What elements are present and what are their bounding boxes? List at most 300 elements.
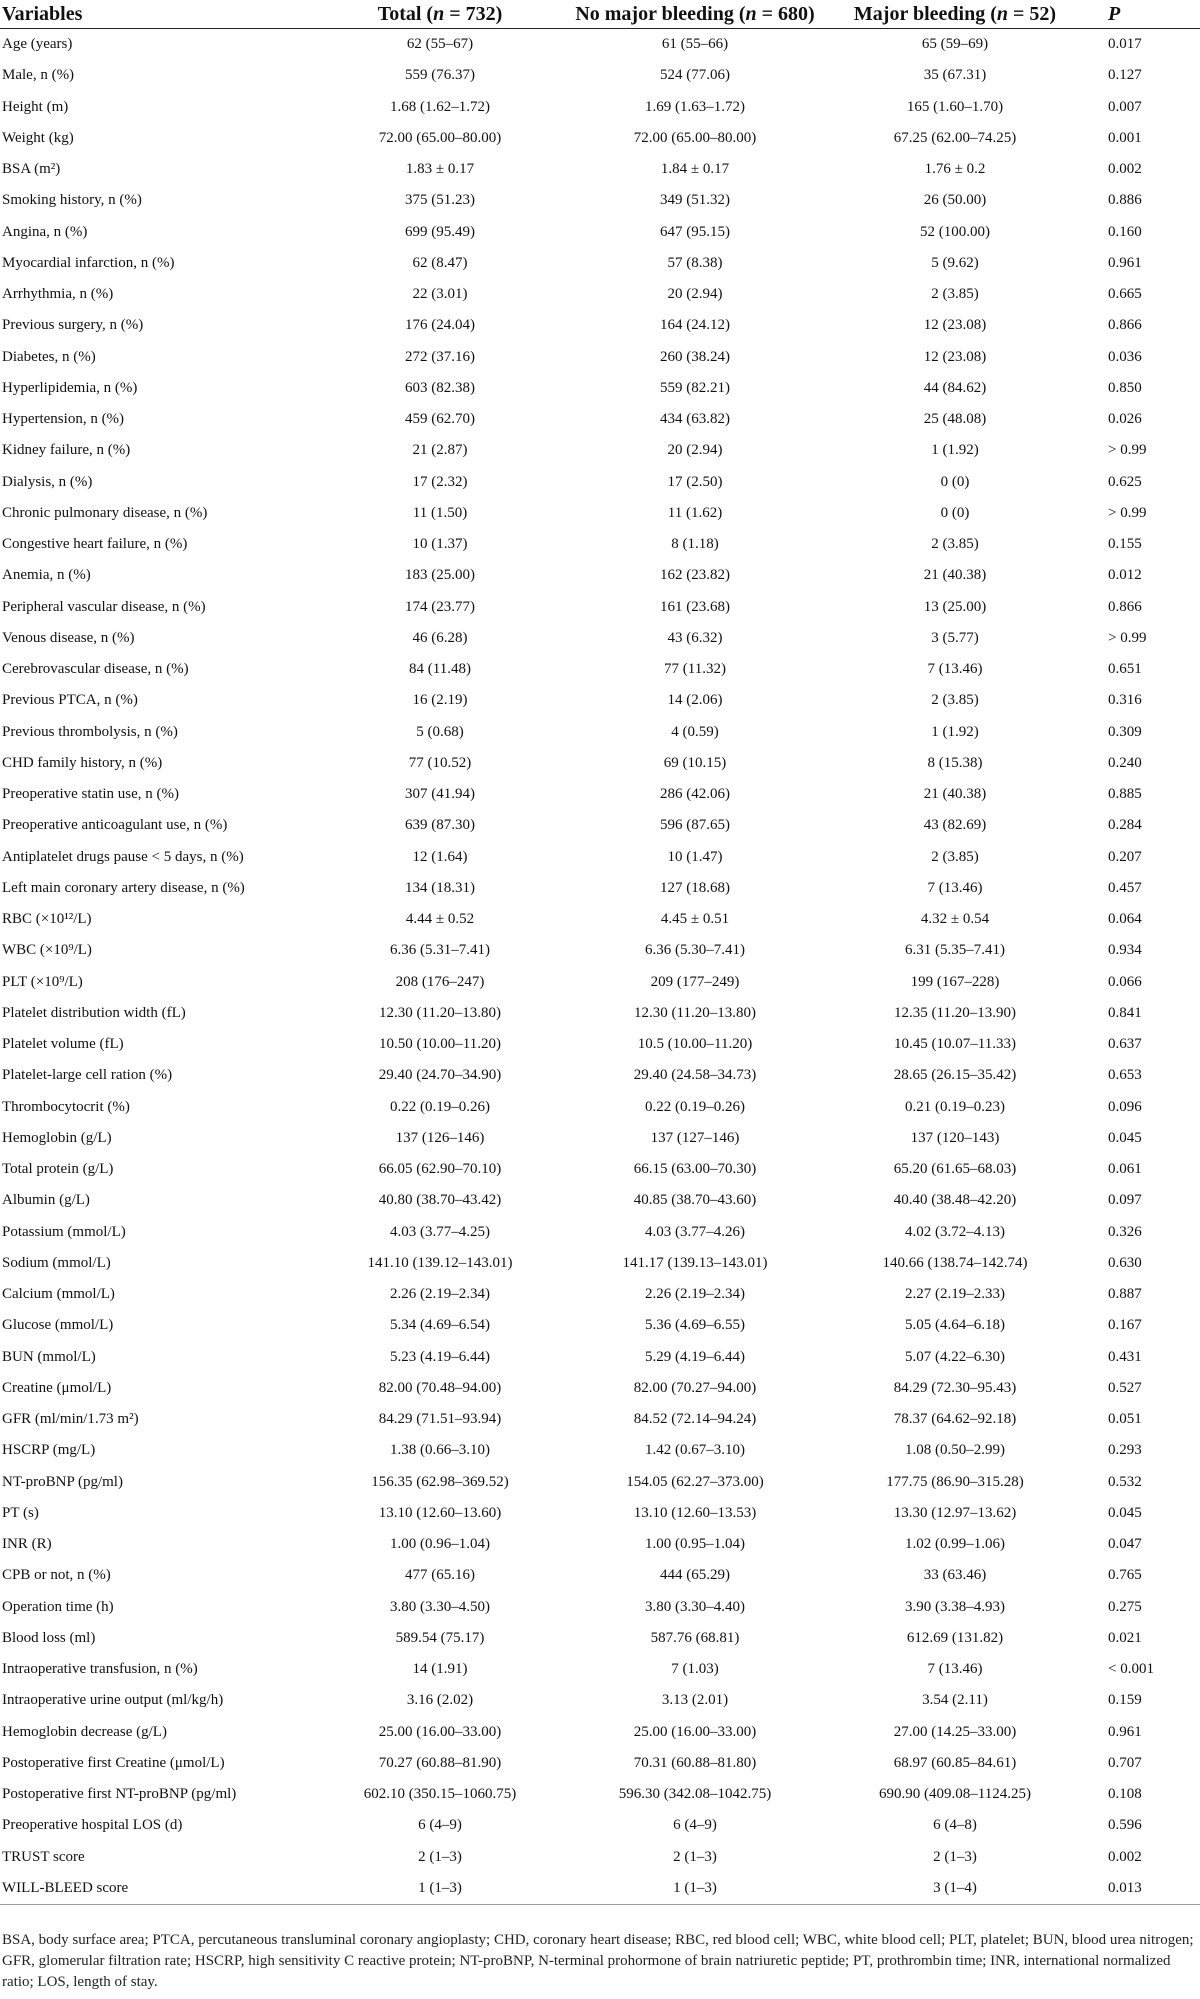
total-cell: 176 (24.04): [405, 317, 475, 334]
variable-cell: Thrombocytocrit (%): [2, 1098, 130, 1115]
header-total-suffix: = 732): [444, 2, 503, 25]
table-row: [0, 1373, 1200, 1404]
no-major-bleeding-cell: 137 (127–146): [650, 1129, 740, 1146]
major-bleeding-cell: 13.30 (12.97–13.62): [893, 1504, 1017, 1521]
table-row: [0, 623, 1200, 654]
header-total: [320, 0, 560, 29]
major-bleeding-cell: 65.20 (61.65–68.03): [893, 1161, 1017, 1178]
major-bleeding-cell: 4.02 (3.72–4.13): [905, 1223, 1005, 1240]
major-bleeding-cell: 12.35 (11.20–13.90): [894, 1004, 1016, 1021]
p-value-cell: 0.013: [1080, 1873, 1200, 1905]
p-value-cell: 0.850: [1108, 379, 1142, 396]
table-row: [0, 935, 1200, 966]
table-row: [0, 467, 1200, 498]
variable-cell: Peripheral vascular disease, n (%): [2, 598, 206, 615]
variable-cell: Postoperative first NT-proBNP (pg/ml): [2, 1786, 237, 1803]
no-major-bleeding-cell: 1.84 ± 0.17: [660, 161, 730, 178]
total-cell: 3.80 (3.30–4.50): [390, 1598, 490, 1615]
table-row: [0, 1779, 1200, 1810]
major-bleeding-cell: 3.90 (3.38–4.93): [905, 1598, 1005, 1615]
major-bleeding-cell: 84.29 (72.30–95.43): [893, 1379, 1017, 1396]
variable-cell: Potassium (mmol/L): [2, 1223, 126, 1240]
total-cell: 1.68 (1.62–1.72): [390, 98, 490, 115]
major-bleeding-cell: 690.90 (409.08–1124.25): [879, 1786, 1031, 1803]
table-row: [0, 1060, 1200, 1091]
variable-cell: TRUST score: [2, 1848, 85, 1865]
total-cell: 17 (2.32): [412, 473, 468, 490]
variable-cell: Intraoperative urine output (ml/kg/h): [2, 1692, 224, 1709]
no-major-bleeding-cell: 4.45 ± 0.51: [660, 911, 730, 928]
total-cell: 603 (82.38): [405, 379, 475, 396]
table-row: [0, 560, 1200, 591]
no-major-bleeding-cell: 69 (10.15): [663, 754, 727, 771]
no-major-bleeding-cell: 3.13 (2.01): [661, 1692, 729, 1709]
no-major-bleeding-cell: 647 (95.15): [660, 223, 730, 240]
variable-cell: Sodium (mmol/L): [2, 1254, 111, 1271]
table-row: [0, 1404, 1200, 1435]
variable-cell: Male, n (%): [2, 67, 75, 84]
total-cell: 12 (1.64): [412, 848, 468, 865]
major-bleeding-cell: 21 (40.38): [923, 567, 987, 584]
table-row: [0, 154, 1200, 185]
total-cell: 62 (8.47): [412, 254, 468, 271]
table-header: [0, 0, 1200, 29]
variable-cell: Left main coronary artery disease, n (%): [2, 879, 245, 896]
no-major-bleeding-cell: 66.15 (63.00–70.30): [633, 1161, 757, 1178]
table-row: [0, 1717, 1200, 1748]
table-row: [0, 779, 1200, 810]
no-major-bleeding-cell: 20 (2.94): [667, 286, 723, 303]
total-cell: 272 (37.16): [405, 348, 475, 365]
p-value-cell: 0.061: [1108, 1161, 1142, 1178]
p-value-cell: 0.159: [1108, 1692, 1142, 1709]
no-major-bleeding-cell: 43 (6.32): [667, 629, 723, 646]
major-bleeding-cell: 65 (59–69): [921, 36, 989, 53]
variable-cell: WBC (×10⁹/L): [2, 942, 92, 959]
no-major-bleeding-cell: 82.00 (70.27–94.00): [633, 1379, 757, 1396]
major-bleeding-cell: 4.32 ± 0.54: [920, 911, 990, 928]
variable-cell: Preoperative anticoagulant use, n (%): [2, 817, 228, 834]
major-bleeding-cell: 35 (67.31): [923, 67, 987, 84]
p-value-cell: 0.021: [1108, 1629, 1142, 1646]
major-bleeding-cell: 177.75 (86.90–315.28): [886, 1473, 1024, 1490]
total-cell: 10.50 (10.00–11.20): [379, 1036, 501, 1053]
p-value-cell: 0.532: [1108, 1473, 1142, 1490]
p-value-cell: 0.293: [1108, 1442, 1142, 1459]
no-major-bleeding-cell: 40.85 (38.70–43.60): [633, 1192, 757, 1209]
no-major-bleeding-cell: 14 (2.06): [667, 692, 723, 709]
p-value-cell: 0.155: [1108, 536, 1142, 553]
table-row: [0, 373, 1200, 404]
major-bleeding-cell: 1.76 ± 0.2: [924, 161, 986, 178]
no-major-bleeding-cell: 164 (24.12): [660, 317, 730, 334]
variable-cell: Hemoglobin decrease (g/L): [2, 1723, 167, 1740]
header-major-n: n: [996, 2, 1008, 25]
major-bleeding-cell: 5.07 (4.22–6.30): [905, 1348, 1005, 1365]
variable-cell: BUN (mmol/L): [2, 1348, 96, 1365]
header-total-prefix: Total (: [377, 2, 434, 25]
p-value-cell: 0.309: [1108, 723, 1142, 740]
no-major-bleeding-cell: 2 (1–3): [673, 1848, 717, 1865]
header-row: [0, 0, 1200, 29]
variable-cell: Previous thrombolysis, n (%): [2, 723, 178, 740]
no-major-bleeding-cell: 1.00 (0.95–1.04): [645, 1536, 745, 1553]
table-row: [0, 92, 1200, 123]
p-value-cell: 0.012: [1108, 567, 1142, 584]
no-major-bleeding-cell: 8 (1.18): [671, 536, 719, 553]
major-bleeding-cell: 2 (1–3): [933, 1848, 977, 1865]
total-cell: 6 (4–9): [418, 1817, 462, 1834]
total-cell: 1.00 (0.96–1.04): [390, 1536, 490, 1553]
table-footnote: BSA, body surface area; PTCA, percutaneous transluminal coronary angioplasty; CHD, coronary heart disease; RBC, red blood cell; WBC, white blood cell; PLT, platelet; BUN, blood urea nitrogen; GFR, glomerular filtration rate; HSCRP, high sensitivity C reactive protein; NT-proBNP, N-terminal prohormone of brain natriuretic peptide; PT, prothrombin time; INR, international normalized ratio; LOS, length of stay.: [2, 1932, 1194, 1990]
no-major-bleeding-cell: 10.5 (10.00–11.20): [637, 1036, 753, 1053]
table-row: [0, 60, 1200, 91]
p-value-cell: < 0.001: [1108, 1661, 1154, 1678]
table-row: [0, 1498, 1200, 1529]
total-cell: 2.26 (2.19–2.34): [390, 1286, 490, 1303]
major-bleeding-cell: 7 (13.46): [927, 1661, 983, 1678]
variable-cell: Operation time (h): [2, 1598, 114, 1615]
p-value-cell: 0.934: [1108, 942, 1142, 959]
variable-cell: BSA (m²): [2, 161, 61, 178]
total-cell: 46 (6.28): [412, 629, 468, 646]
major-bleeding-cell: 21 (40.38): [923, 786, 987, 803]
table-row: [0, 1310, 1200, 1341]
p-value-cell: 0.017: [1108, 36, 1142, 53]
table-row: [0, 1123, 1200, 1154]
p-value-cell: 0.886: [1108, 192, 1142, 209]
p-value-cell: 0.527: [1108, 1379, 1142, 1396]
p-value-cell: 0.596: [1108, 1817, 1142, 1834]
header-major-bleeding: [830, 0, 1080, 29]
table-row: [0, 1435, 1200, 1466]
no-major-bleeding-cell: 72.00 (65.00–80.00): [633, 129, 757, 146]
p-value-cell: > 0.99: [1108, 629, 1147, 646]
no-major-bleeding-cell: 77 (11.32): [664, 661, 726, 678]
p-value-cell: 0.457: [1108, 879, 1142, 896]
p-value-cell: 0.097: [1108, 1192, 1142, 1209]
header-p-value: P: [1080, 0, 1200, 29]
table-row: [0, 498, 1200, 529]
total-cell: 70.27 (60.88–81.90): [378, 1754, 502, 1771]
table-row: [0, 904, 1200, 935]
total-cell: 589.54 (75.17): [395, 1629, 485, 1646]
no-major-bleeding-cell: 10 (1.47): [667, 848, 723, 865]
table-row: [0, 1467, 1200, 1498]
no-major-bleeding-cell: 162 (23.82): [660, 567, 730, 584]
total-cell: 6.36 (5.31–7.41): [390, 942, 490, 959]
major-bleeding-cell: 2 (3.85): [931, 848, 979, 865]
variable-cell: Antiplatelet drugs pause < 5 days, n (%): [2, 848, 244, 865]
major-bleeding-cell: 6 (4–8): [933, 1817, 977, 1834]
p-value-cell: 0.326: [1108, 1223, 1142, 1240]
major-bleeding-cell: 44 (84.62): [923, 379, 987, 396]
variable-cell: Preoperative hospital LOS (d): [2, 1817, 183, 1834]
no-major-bleeding-cell: 5.29 (4.19–6.44): [645, 1348, 745, 1365]
table-row: [0, 1279, 1200, 1310]
variable-cell: Blood loss (ml): [2, 1629, 96, 1646]
variable-cell: Congestive heart failure, n (%): [2, 536, 188, 553]
no-major-bleeding-cell: 0.22 (0.19–0.26): [645, 1098, 745, 1115]
table-row: [0, 1623, 1200, 1654]
table-body: [0, 29, 1200, 1905]
no-major-bleeding-cell: 559 (82.21): [660, 379, 730, 396]
table-row: [0, 685, 1200, 716]
major-bleeding-cell: 165 (1.60–1.70): [906, 98, 1004, 115]
table-row: [0, 1560, 1200, 1591]
major-bleeding-cell: 1.08 (0.50–2.99): [905, 1442, 1005, 1459]
p-value-cell: 0.045: [1108, 1504, 1142, 1521]
no-major-bleeding-cell: 154.05 (62.27–373.00): [626, 1473, 764, 1490]
variable-cell: RBC (×10¹²/L): [2, 911, 92, 928]
total-cell: 22 (3.01): [412, 286, 468, 303]
total-cell: 14 (1.91): [412, 1661, 468, 1678]
table-row: [0, 1248, 1200, 1279]
p-value-cell: 0.160: [1108, 223, 1142, 240]
no-major-bleeding-cell: 524 (77.06): [660, 67, 730, 84]
table-row: [0, 123, 1200, 154]
table-row: [0, 1217, 1200, 1248]
variable-cell: Total protein (g/L): [2, 1161, 114, 1178]
total-cell: 183 (25.00): [405, 567, 475, 584]
no-major-bleeding-cell: 25.00 (16.00–33.00): [633, 1723, 757, 1740]
total-cell: 156.35 (62.98–369.52): [371, 1473, 509, 1490]
total-cell: 699 (95.49): [405, 223, 475, 240]
table-row: [0, 1092, 1200, 1123]
total-cell: 10 (1.37): [412, 536, 468, 553]
no-major-bleeding-cell: 141.17 (139.13–143.01): [622, 1254, 768, 1271]
no-major-bleeding-cell: 6 (4–9): [673, 1817, 717, 1834]
header-total-n: n: [433, 2, 445, 25]
p-value-cell: 0.866: [1108, 598, 1142, 615]
variable-cell: Preoperative statin use, n (%): [2, 786, 180, 803]
p-value-cell: 0.651: [1108, 661, 1142, 678]
major-bleeding-cell: 28.65 (26.15–35.42): [893, 1067, 1017, 1084]
no-major-bleeding-cell: 434 (63.82): [660, 411, 730, 428]
total-cell: 208 (176–247): [395, 973, 485, 990]
p-value-cell: 0.167: [1108, 1317, 1142, 1334]
major-bleeding-cell: 12 (23.08): [923, 348, 987, 365]
variable-cell: Platelet volume (fL): [2, 1036, 124, 1053]
total-cell: 602.10 (350.15–1060.75): [363, 1786, 517, 1803]
total-cell: 40.80 (38.70–43.42): [378, 1192, 502, 1209]
p-value-cell: 0.066: [1108, 973, 1142, 990]
table-row: [0, 654, 1200, 685]
total-cell: 84 (11.48): [409, 661, 471, 678]
header-variables: Variables: [0, 0, 320, 29]
major-bleeding-cell: 140.66 (138.74–142.74): [882, 1254, 1028, 1271]
p-value-cell: 0.002: [1108, 161, 1142, 178]
total-cell: 82.00 (70.48–94.00): [378, 1379, 502, 1396]
table-row: [0, 1592, 1200, 1623]
major-bleeding-cell: 3 (1–4): [830, 1873, 1080, 1905]
total-cell: 77 (10.52): [408, 754, 472, 771]
p-value-cell: 0.051: [1108, 1411, 1142, 1428]
p-value-cell: > 0.99: [1108, 442, 1147, 459]
total-cell: 174 (23.77): [405, 598, 475, 615]
header-nomajor-n: n: [745, 2, 757, 25]
table-row: [0, 1529, 1200, 1560]
major-bleeding-cell: 8 (15.38): [927, 754, 983, 771]
p-value-cell: 0.045: [1108, 1129, 1142, 1146]
p-value-cell: 0.316: [1108, 692, 1142, 709]
total-cell: 0.22 (0.19–0.26): [390, 1098, 490, 1115]
no-major-bleeding-cell: 4.03 (3.77–4.26): [645, 1223, 745, 1240]
total-cell: 2 (1–3): [418, 1848, 462, 1865]
no-major-bleeding-cell: 209 (177–249): [650, 973, 740, 990]
table-row: [0, 842, 1200, 873]
table-row: [0, 998, 1200, 1029]
no-major-bleeding-cell: 587.76 (68.81): [650, 1629, 740, 1646]
major-bleeding-cell: 3.54 (2.11): [922, 1692, 988, 1709]
major-bleeding-cell: 3 (5.77): [931, 629, 979, 646]
variable-cell: Glucose (mmol/L): [2, 1317, 114, 1334]
major-bleeding-cell: 0.21 (0.19–0.23): [905, 1098, 1005, 1115]
no-major-bleeding-cell: 3.80 (3.30–4.40): [645, 1598, 745, 1615]
table-row: [0, 1685, 1200, 1716]
total-cell: 141.10 (139.12–143.01): [367, 1254, 513, 1271]
total-cell: 11 (1.50): [412, 504, 468, 521]
total-cell: 477 (65.16): [405, 1567, 475, 1584]
table-row: [0, 310, 1200, 341]
variable-cell: Albumin (g/L): [2, 1192, 90, 1209]
major-bleeding-cell: 43 (82.69): [923, 817, 987, 834]
total-cell: 12.30 (11.20–13.80): [379, 1004, 501, 1021]
table-row: [0, 1654, 1200, 1685]
p-value-cell: 0.707: [1108, 1754, 1142, 1771]
variable-cell: Anemia, n (%): [2, 567, 91, 584]
total-cell: 134 (18.31): [405, 879, 475, 896]
no-major-bleeding-cell: 5.36 (4.69–6.55): [645, 1317, 745, 1334]
total-cell: 5 (0.68): [416, 723, 464, 740]
variable-cell: Angina, n (%): [2, 223, 88, 240]
no-major-bleeding-cell: 2.26 (2.19–2.34): [645, 1286, 745, 1303]
table-row: [0, 1873, 1200, 1905]
major-bleeding-cell: 13 (25.00): [923, 598, 987, 615]
p-value-cell: 0.026: [1108, 411, 1142, 428]
table-row: [0, 1029, 1200, 1060]
variable-cell: PLT (×10⁹/L): [2, 973, 83, 990]
total-cell: 13.10 (12.60–13.60): [378, 1504, 502, 1521]
p-value-cell: 0.885: [1108, 786, 1142, 803]
total-cell: 66.05 (62.90–70.10): [378, 1161, 502, 1178]
table-row: [0, 1842, 1200, 1873]
no-major-bleeding-cell: 20 (2.94): [667, 442, 723, 459]
table-row: [0, 1810, 1200, 1841]
total-cell: 1.83 ± 0.17: [405, 161, 475, 178]
variable-cell: Height (m): [2, 98, 69, 115]
total-cell: 137 (126–146): [395, 1129, 485, 1146]
header-major-suffix: = 52): [1008, 2, 1057, 25]
table-row: [0, 29, 1200, 61]
total-cell: 1 (1–3): [320, 1873, 560, 1905]
variable-cell: Hyperlipidemia, n (%): [2, 379, 138, 396]
major-bleeding-cell: 137 (120–143): [910, 1129, 1000, 1146]
variable-cell: Kidney failure, n (%): [2, 442, 131, 459]
major-bleeding-cell: 25 (48.08): [923, 411, 987, 428]
p-value-cell: 0.765: [1108, 1567, 1142, 1584]
major-bleeding-cell: 7 (13.46): [927, 661, 983, 678]
variable-cell: Previous surgery, n (%): [2, 317, 144, 334]
variable-cell: INR (R): [2, 1536, 52, 1553]
total-cell: 5.34 (4.69–6.54): [390, 1317, 490, 1334]
no-major-bleeding-cell: 260 (38.24): [660, 348, 730, 365]
total-cell: 29.40 (24.70–34.90): [378, 1067, 502, 1084]
header-no-major-bleeding: [560, 0, 830, 29]
major-bleeding-cell: 27.00 (14.25–33.00): [893, 1723, 1017, 1740]
table-row: [0, 967, 1200, 998]
major-bleeding-cell: 12 (23.08): [923, 317, 987, 334]
table-row: [0, 592, 1200, 623]
p-value-cell: 0.625: [1108, 473, 1142, 490]
variable-cell: Postoperative first Creatine (μmol/L): [2, 1754, 225, 1771]
p-value-cell: 0.036: [1108, 348, 1142, 365]
p-value-cell: 0.841: [1108, 1004, 1142, 1021]
p-value-cell: > 0.99: [1108, 504, 1147, 521]
no-major-bleeding-cell: 1 (1–3): [560, 1873, 830, 1905]
p-value-cell: 0.108: [1108, 1786, 1142, 1803]
table-row: [0, 404, 1200, 435]
no-major-bleeding-cell: 13.10 (12.60–13.53): [633, 1504, 757, 1521]
major-bleeding-cell: 52 (100.00): [920, 223, 990, 240]
variable-cell: Intraoperative transfusion, n (%): [2, 1661, 198, 1678]
p-value-cell: 0.665: [1108, 286, 1142, 303]
no-major-bleeding-cell: 444 (65.29): [660, 1567, 730, 1584]
major-bleeding-cell: 2 (3.85): [931, 692, 979, 709]
major-bleeding-cell: 2 (3.85): [931, 286, 979, 303]
variable-cell: Previous PTCA, n (%): [2, 692, 138, 709]
no-major-bleeding-cell: 17 (2.50): [667, 473, 723, 490]
major-bleeding-cell: 78.37 (64.62–92.18): [893, 1411, 1017, 1428]
p-value-cell: 0.284: [1108, 817, 1142, 834]
p-value-cell: 0.275: [1108, 1598, 1142, 1615]
major-bleeding-cell: 10.45 (10.07–11.33): [894, 1036, 1016, 1053]
no-major-bleeding-cell: 127 (18.68): [660, 879, 730, 896]
header-nomajor-suffix: = 680): [756, 2, 815, 25]
table-row: [0, 185, 1200, 216]
no-major-bleeding-cell: 286 (42.06): [660, 786, 730, 803]
major-bleeding-cell: 7 (13.46): [927, 879, 983, 896]
p-value-cell: 0.127: [1108, 67, 1142, 84]
variable-cell: Myocardial infarction, n (%): [2, 254, 175, 271]
major-bleeding-cell: 67.25 (62.00–74.25): [893, 129, 1017, 146]
no-major-bleeding-cell: 12.30 (11.20–13.80): [634, 1004, 756, 1021]
variable-cell: CPB or not, n (%): [2, 1567, 111, 1584]
major-bleeding-cell: 0 (0): [940, 473, 970, 490]
variable-cell: Chronic pulmonary disease, n (%): [2, 504, 208, 521]
table-row: [0, 248, 1200, 279]
total-cell: 16 (2.19): [412, 692, 468, 709]
no-major-bleeding-cell: 596 (87.65): [660, 817, 730, 834]
total-cell: 307 (41.94): [405, 786, 475, 803]
table-row: [0, 1185, 1200, 1216]
p-value-cell: 0.064: [1108, 911, 1142, 928]
no-major-bleeding-cell: 7 (1.03): [671, 1661, 719, 1678]
p-value-cell: 0.866: [1108, 317, 1142, 334]
variable-cell: Platelet-large cell ration (%): [2, 1067, 173, 1084]
p-value-cell: 0.961: [1108, 1723, 1142, 1740]
total-cell: 639 (87.30): [405, 817, 475, 834]
header-major-prefix: Major bleeding (: [853, 2, 997, 25]
variable-cell: PT (s): [2, 1504, 39, 1521]
table-row: [0, 217, 1200, 248]
p-value-cell: 0.961: [1108, 254, 1142, 271]
p-value-cell: 0.096: [1108, 1098, 1142, 1115]
variable-cell: Age (years): [2, 36, 73, 53]
major-bleeding-cell: 6.31 (5.35–7.41): [905, 942, 1005, 959]
table-row: [0, 1342, 1200, 1373]
p-value-cell: 0.007: [1108, 98, 1142, 115]
